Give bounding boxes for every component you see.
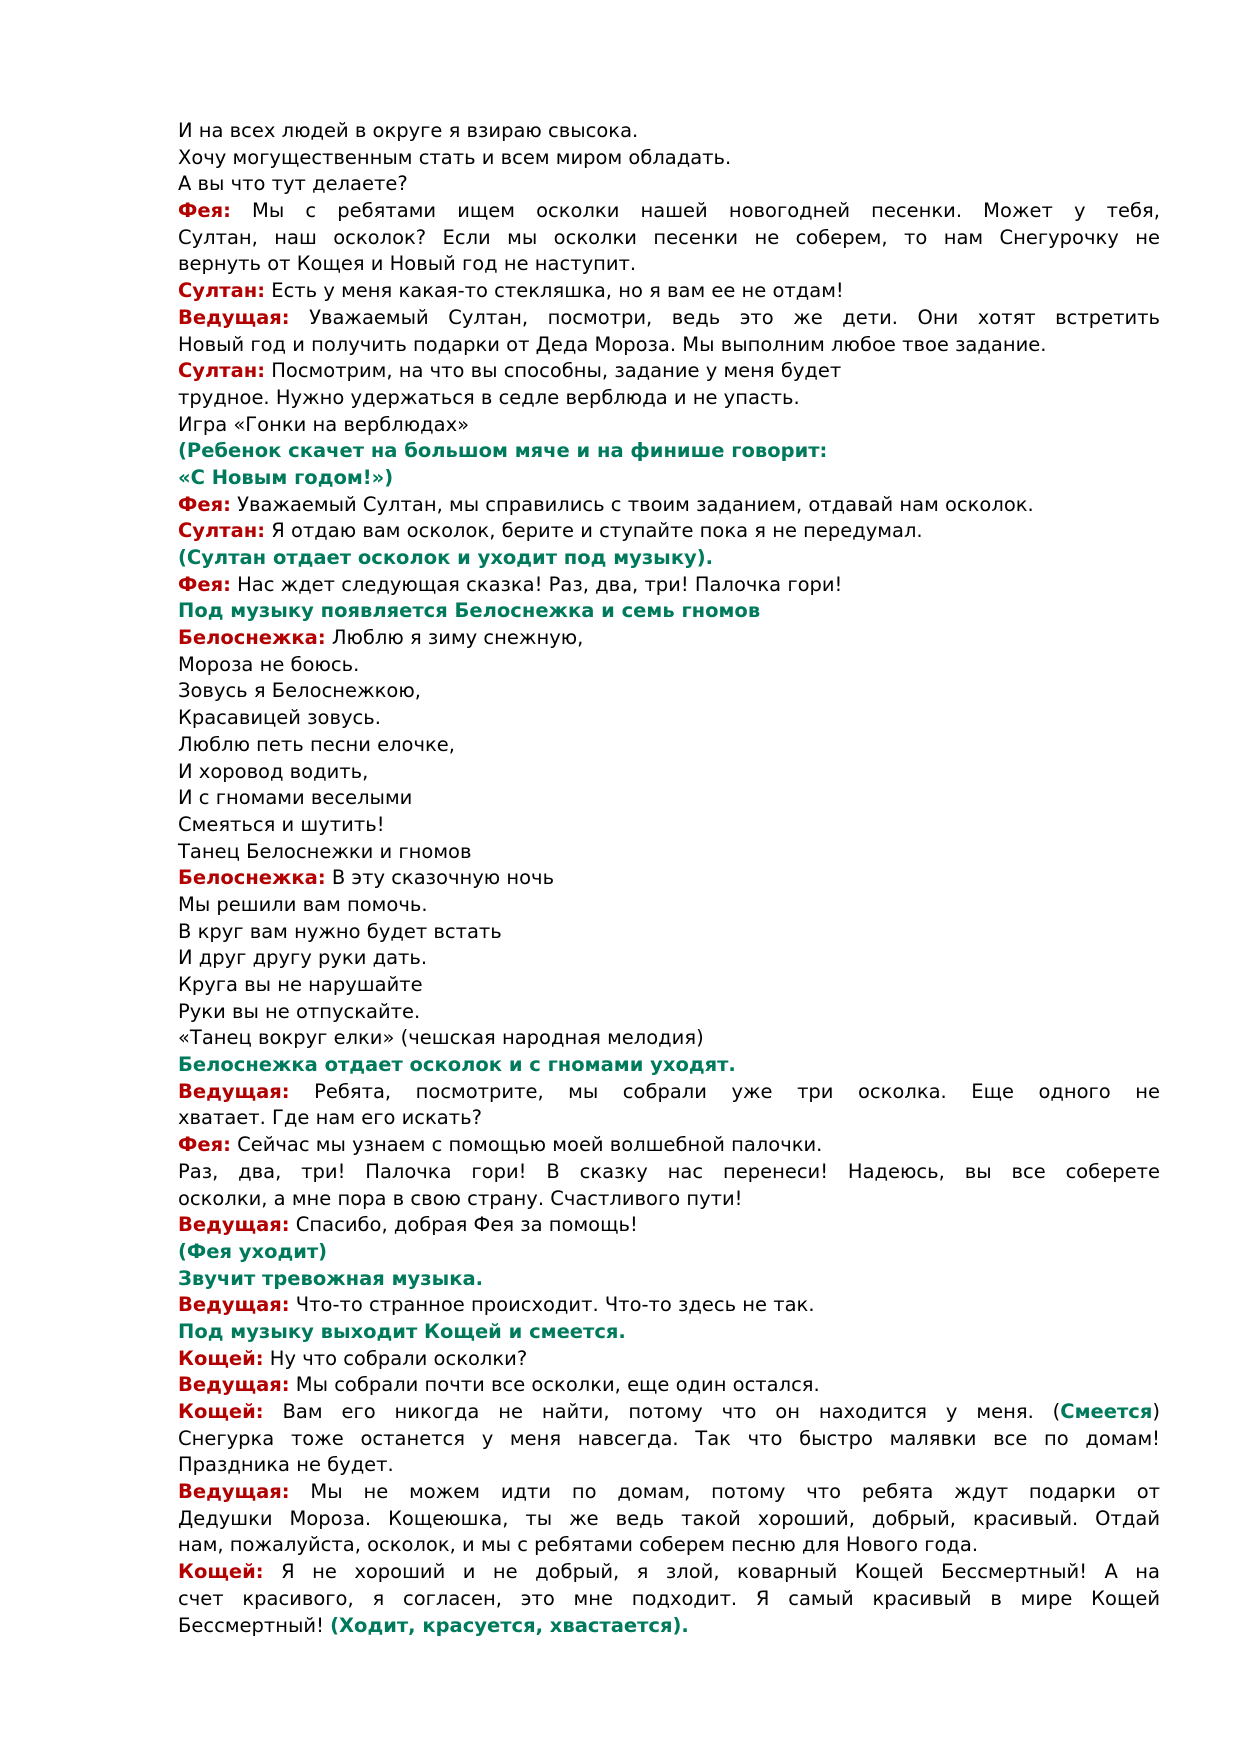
dialogue-text: Игра «Гонки на верблюдах» — [178, 412, 470, 436]
text-line — [178, 198, 1160, 225]
stage-direction: (Фея уходит) — [178, 1239, 328, 1263]
dialogue-text: Бессмертный! — [178, 1613, 331, 1637]
text-line — [178, 1212, 1160, 1239]
dialogue-text: хватает. Где нам его искать? — [178, 1106, 482, 1130]
dialogue-text: Султан, наш осколок? Если мы осколки песенки не соберем, то нам Снегурочку не — [178, 225, 1160, 249]
dialogue-text: Руки вы не отпускайте. — [178, 999, 421, 1023]
text-line — [178, 892, 1160, 919]
dialogue-text: Хочу могущественным стать и всем миром обладать. — [178, 145, 732, 169]
dialogue-text: Нас ждет следующая сказка! Раз, два, три! Палочка гори! — [230, 572, 843, 596]
text-line — [178, 652, 1160, 679]
speaker-name: Белоснежка: — [178, 626, 326, 650]
text-line — [178, 1452, 1160, 1479]
speaker-name: Султан: — [178, 519, 266, 543]
speaker-name: Ведущая: — [178, 305, 290, 329]
text-line — [178, 1559, 1160, 1586]
text-line — [178, 812, 1160, 839]
dialogue-text: Зовусь я Белоснежкою, — [178, 679, 421, 703]
dialogue-text: трудное. Нужно удержаться в седле верблюда и не упасть. — [178, 385, 800, 409]
dialogue-text: В круг вам нужно будет встать — [178, 919, 502, 943]
speaker-name: Кощей: — [178, 1346, 264, 1370]
dialogue-text: Ну что собрали осколки? — [263, 1346, 528, 1370]
dialogue-text: Мы не можем идти по домам, потому что ребята ждут подарки от — [289, 1480, 1160, 1504]
text-line — [178, 919, 1160, 946]
text-line — [178, 1319, 1160, 1346]
text-line — [178, 118, 1160, 145]
text-line — [178, 225, 1160, 252]
text-line — [178, 492, 1160, 519]
text-line — [178, 171, 1160, 198]
dialogue-text: Круга вы не нарушайте — [178, 973, 423, 996]
speaker-name: Ведущая: — [178, 1293, 290, 1317]
text-line — [178, 1266, 1160, 1293]
stage-direction: «С Новым годом!») — [178, 465, 394, 489]
speaker-name: Султан: — [178, 279, 266, 303]
text-line — [178, 945, 1160, 972]
text-line — [178, 1186, 1160, 1213]
dialogue-text: Дедушки Мороза. Кощеюшка, ты же ведь такой хороший, добрый, красивый. Отдай — [178, 1506, 1160, 1530]
text-line — [178, 1025, 1160, 1052]
text-line — [178, 759, 1160, 786]
dialogue-text: ) — [1152, 1400, 1160, 1423]
text-line — [178, 1346, 1160, 1373]
dialogue-text: И с гномами веселыми — [178, 786, 413, 810]
text-line — [178, 278, 1160, 305]
text-line — [178, 1372, 1160, 1399]
dialogue-text: Смеяться и шутить! — [178, 812, 385, 836]
speaker-name: Кощей: — [178, 1400, 264, 1423]
text-line — [178, 1292, 1160, 1319]
stage-direction: (Султан отдает осколок и уходит под музыку). — [178, 546, 714, 569]
dialogue-text: Люблю петь песни елочке, — [178, 732, 455, 756]
text-line — [178, 972, 1160, 999]
dialogue-text: осколки, а мне пора в свою страну. Счастливого пути! — [178, 1186, 743, 1210]
dialogue-text: Танец Белоснежки и гномов — [178, 839, 472, 863]
stage-direction: (Ходит, красуется, хвастается). — [330, 1613, 689, 1637]
dialogue-text: Вам его никогда не найти, потому что он находится у меня. ( — [263, 1400, 1061, 1423]
text-line — [178, 1532, 1160, 1559]
dialogue-text: Я отдаю вам осколок, берите и ступайте пока я не передумал. — [265, 519, 923, 543]
dialogue-text: нам, пожалуйста, осколок, и мы с ребятами соберем песню для Нового года. — [178, 1533, 979, 1557]
dialogue-text: Уважаемый Султан, посмотри, ведь это же дети. Они хотят встретить — [289, 305, 1160, 329]
text-line — [178, 1399, 1160, 1426]
dialogue-text: Спасибо, добрая Фея за помощь! — [289, 1213, 638, 1237]
dialogue-text: Люблю я зиму снежную, — [325, 626, 584, 650]
text-line — [178, 1613, 1160, 1640]
speaker-name: Ведущая: — [178, 1480, 290, 1504]
dialogue-text: Мороза не боюсь. — [178, 652, 360, 676]
dialogue-text: Я не хороший и не добрый, я злой, коварный Кощей Бессмертный! А на — [263, 1560, 1160, 1584]
stage-direction: Звучит тревожная музыка. — [178, 1266, 484, 1290]
dialogue-text: В эту сказочную ночь — [325, 866, 555, 890]
dialogue-text: Посмотрим, на что вы способны, задание у меня будет — [265, 359, 842, 383]
dialogue-text: Сейчас мы узнаем с помощью моей волшебной палочки. — [230, 1133, 823, 1157]
text-line — [178, 1586, 1160, 1613]
speaker-name: Фея: — [178, 199, 231, 223]
dialogue-text: А вы что тут делаете? — [178, 172, 408, 196]
stage-direction: Под музыку появляется Белоснежка и семь гномов — [178, 599, 761, 623]
dialogue-text: Красавицей зовусь. — [178, 706, 381, 730]
stage-direction: Белоснежка отдает осколок и с гномами уходят. — [178, 1053, 736, 1077]
text-line — [178, 1426, 1160, 1453]
text-line — [178, 785, 1160, 812]
text-line — [178, 839, 1160, 866]
dialogue-text: Мы собрали почти все осколки, еще один остался. — [289, 1373, 820, 1397]
document-page — [178, 118, 1160, 1639]
text-line — [178, 251, 1160, 278]
dialogue-text: Есть у меня какая-то стекляшка, но я вам ее не отдам! — [265, 279, 844, 303]
speaker-name: Фея: — [178, 572, 231, 596]
text-line — [178, 1079, 1160, 1106]
speaker-name: Султан: — [178, 359, 266, 383]
text-line — [178, 625, 1160, 652]
text-line — [178, 438, 1160, 465]
dialogue-text: И на всех людей в округе я взираю свысока. — [178, 119, 639, 142]
text-line — [178, 572, 1160, 599]
text-line — [178, 358, 1160, 385]
text-line — [178, 1159, 1160, 1186]
speaker-name: Белоснежка: — [178, 866, 326, 890]
text-line — [178, 598, 1160, 625]
dialogue-text: Уважаемый Султан, мы справились с твоим заданием, отдавай нам осколок. — [230, 492, 1034, 516]
text-line — [178, 465, 1160, 492]
text-line — [178, 1132, 1160, 1159]
text-line — [178, 412, 1160, 439]
text-line — [178, 1239, 1160, 1266]
dialogue-text: Раз, два, три! Палочка гори! В сказку нас перенеси! Надеюсь, вы все соберете — [178, 1159, 1160, 1183]
dialogue-text: Новый год и получить подарки от Деда Мороза. Мы выполним любое твое задание. — [178, 332, 1047, 356]
dialogue-text: Мы с ребятами ищем осколки нашей новогодней песенки. Может у тебя, — [230, 199, 1160, 223]
dialogue-text: Снегурка тоже останется у меня навсегда. Так что быстро малявки все по домам! — [178, 1426, 1160, 1450]
text-line — [178, 305, 1160, 332]
text-line — [178, 865, 1160, 892]
stage-direction: Под музыку выходит Кощей и смеется. — [178, 1319, 626, 1343]
text-line — [178, 385, 1160, 412]
stage-direction: Смеется — [1060, 1400, 1153, 1423]
text-line — [178, 999, 1160, 1026]
dialogue-text: вернуть от Кощея и Новый год не наступит. — [178, 252, 637, 276]
speaker-name: Кощей: — [178, 1560, 264, 1584]
speaker-name: Ведущая: — [178, 1079, 290, 1103]
text-line — [178, 705, 1160, 732]
text-line — [178, 1105, 1160, 1132]
text-line — [178, 1052, 1160, 1079]
speaker-name: Фея: — [178, 1133, 231, 1157]
text-line — [178, 332, 1160, 359]
stage-direction: (Ребенок скачет на большом мяче и на финише говорит: — [178, 439, 828, 463]
text-line — [178, 145, 1160, 172]
text-line — [178, 678, 1160, 705]
text-line — [178, 518, 1160, 545]
text-line — [178, 545, 1160, 572]
dialogue-text: И хоровод водить, — [178, 759, 369, 783]
speaker-name: Ведущая: — [178, 1213, 290, 1237]
dialogue-text: Ребята, посмотрите, мы собрали уже три осколка. Еще одного не — [289, 1079, 1160, 1103]
speaker-name: Фея: — [178, 492, 231, 516]
speaker-name: Ведущая: — [178, 1373, 290, 1397]
dialogue-text: Что-то странное происходит. Что-то здесь не так. — [289, 1293, 815, 1317]
dialogue-text: «Танец вокруг елки» (чешская народная мелодия) — [178, 1026, 704, 1050]
dialogue-text: Мы решили вам помочь. — [178, 892, 428, 916]
text-line — [178, 732, 1160, 759]
text-line — [178, 1506, 1160, 1533]
dialogue-text: И друг другу руки дать. — [178, 946, 428, 970]
text-line — [178, 1479, 1160, 1506]
dialogue-text: счет красивого, я согласен, это мне подходит. Я самый красивый в мире Кощей — [178, 1586, 1160, 1610]
dialogue-text: Праздника не будет. — [178, 1453, 394, 1477]
